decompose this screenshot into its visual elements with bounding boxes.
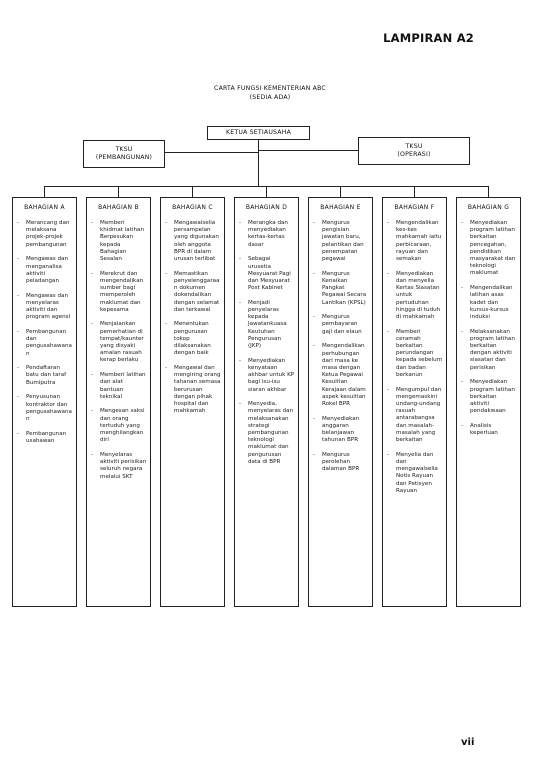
function-item: - Memberi latihan dan alat bantuan teknikal [89, 372, 147, 401]
dept-header-c: BAHAGIAN C [160, 197, 225, 217]
tksu-operasi-line1: TKSU [405, 143, 423, 150]
dept-functions-e [308, 216, 373, 607]
function-item: - Menyedia, menyelaras dan melaksanakan strategi pembangunan teknologi maklumat dan pengurusan data di BPR [237, 401, 295, 466]
function-item: - Menyediakan anggaran belanjawan tahunan BPR [311, 416, 369, 445]
connector-ksu-right [259, 150, 358, 151]
ketua-setiausaha-box [207, 126, 310, 140]
function-item: - Merangka dan menyediakan kertas-kertas dasar [237, 220, 295, 249]
function-item: - Menentukan pengurusan tokop dilaksanakan dengan baik [163, 321, 221, 357]
function-item: - Pendaftaran batu dan taraf Bumiputra [15, 365, 73, 387]
function-item: - Merekrut dan mengendalikan sumber bagi memperoleh maklumat dan kepesama [89, 271, 147, 314]
function-list-b [89, 220, 147, 481]
function-item: - Mengawal dan mengiring orang tahanan semasa berurusan dengan pihak hospital dan mahkamah [163, 365, 221, 415]
function-item: - Mengurus pembayaran gaji dan elaun [311, 314, 369, 336]
connector-drop-a [44, 186, 45, 197]
tksu-operasi-line2: (OPERASI) [397, 151, 431, 158]
function-item: - Mengawas dan menganalisa aktiviti peladangan [15, 256, 73, 285]
function-item: - Memberi khidmat latihan Berpesukan kepada Bahagian Sesalan [89, 220, 147, 263]
tksu-pembangunan-box [83, 140, 165, 168]
function-item: - Menyediakan kenyataan akhbar untuk KP bagi isu-isu siaran akhbar [237, 358, 295, 394]
function-item: - Menyelia dan dan mengawalselia Notis Rayuan dan Petisyen Rayuan [385, 452, 443, 495]
function-item: - Menyediakan program latihan berkaitan pencegahan, pendidikan masyarakat dan teknologi maklumat [459, 220, 517, 278]
page-number: vii [461, 737, 475, 748]
function-item: - Memastikan penyelenggaraan dokumen dokendalikan dengan selamat dan terkawal [163, 271, 221, 314]
function-item: - Melaksanakan program latihan berkaitan dengan aktiviti siasatan dan perisikan [459, 329, 517, 372]
connector-drop-d [266, 186, 267, 197]
function-item: - Memberi ceramah berkaitan perundangan kepada sebelum dan badan berkanun [385, 329, 443, 379]
dept-functions-f [382, 216, 447, 607]
dept-header-a: BAHAGIAN A [12, 197, 77, 217]
function-item: - Mengawas dan menyelaras aktiviti dan program agensi [15, 293, 73, 322]
function-item: - Menyelaras aktiviti perisikan seluruh negara melalui SKT [89, 452, 147, 481]
dept-header-b: BAHAGIAN B [86, 197, 151, 217]
function-item: - Mengawalselia persampelan yang digunakan oleh anggota BPR di dalam urusan terlibat [163, 220, 221, 263]
dept-functions-c [160, 216, 225, 607]
chart-title-line1: CARTA FUNGSI KEMENTERIAN ABC [214, 85, 326, 92]
function-item: - Mengumpul dan mengemaskini undang-undang rasuah antarabangsa dan masalah-masalah yang berkaitan [385, 387, 443, 445]
dept-header-d: BAHAGIAN D [234, 197, 299, 217]
dept-functions-g [456, 216, 521, 607]
function-item: - Mengendalikan latihan asas kadet dan kursus-kursus induksi [459, 285, 517, 321]
tksu-pembangunan-line1: TKSU [115, 146, 133, 153]
tksu-pembangunan-line2: (PEMBANGUNAN) [95, 154, 153, 161]
function-item: - Menyediakan dan menyelia Kertas Siasatan untuk pertuduhan hingga di tuduh di mahkamah [385, 271, 443, 321]
function-item: - Sebagai urusetia Mesyuarat Pagi dan Mesyuarat Post Kabinet [237, 256, 295, 292]
connector-drop-e [340, 186, 341, 197]
function-list-f [385, 220, 443, 495]
connector-ksu-left [165, 152, 258, 153]
function-list-c [163, 220, 221, 415]
function-item: - Mengurus Kenaikan Pangkat Pegawai Secara Lantikan (KPSL) [311, 271, 369, 307]
function-item: - Mengesan saksi dan orang tertuduh yang menghilangkan diri [89, 408, 147, 444]
connector-drop-b [118, 186, 119, 197]
connector-drop-g [488, 186, 489, 197]
connector-drop-f [414, 186, 415, 197]
dept-header-e: BAHAGIAN E [308, 197, 373, 217]
dept-functions-a [12, 216, 77, 607]
function-item: - Mengurus perolehan dalaman BPR [311, 452, 369, 474]
function-item: - Pembangunan dan pengusahawanan [15, 329, 73, 358]
chart-title-line2: (SEDIA ADA) [249, 94, 291, 101]
function-item: - Mengurus pengisian jawatan baru, pelantikan dan penempatan pegawai [311, 220, 369, 263]
function-item: - Menjadi penyelaras kepada Jawatankuasa Keutuhan Pengurusan (JKP) [237, 300, 295, 350]
connector-drop-c [192, 186, 193, 197]
appendix-label: LAMPIRAN A2 [383, 31, 474, 45]
function-list-g [459, 220, 517, 437]
function-item: - Mengendalikan kes-kes mahkamah iaitu perbicaraan, rayuan dan semakan [385, 220, 443, 263]
tksu-operasi-box [358, 137, 470, 165]
function-list-e [311, 220, 369, 474]
function-item: - Analisis keperluan [459, 423, 517, 437]
function-list-d [237, 220, 295, 466]
function-item: - Penyusunan kontraktor dan pengusahawanan [15, 394, 73, 423]
ketua-setiausaha-label: KETUA SETIAUSAHA [225, 129, 292, 136]
function-item: - Mengendalikan perhubungan dari masa ke masa dengan Ketua Pegawai Kesulitan Kerajaan dalam aspek kesulitan Rokel BPR [311, 343, 369, 408]
dept-functions-b [86, 216, 151, 607]
chart-title [0, 84, 540, 102]
dept-functions-d [234, 216, 299, 607]
dept-header-g: BAHAGIAN G [456, 197, 521, 217]
function-list-a [15, 220, 73, 445]
function-item: - Menjalankan pemerhatian di tempat/kaunter yang disyaki amalan rasuah kerap berlaku [89, 321, 147, 364]
function-item: - Menyediakan program latihan berkaitan aktiviti pendakwaan [459, 379, 517, 415]
function-item: - Merancang dan melaksana projek-projek pembangunan [15, 220, 73, 249]
dept-header-f: BAHAGIAN F [382, 197, 447, 217]
function-item: - Pembangunan usahawan [15, 431, 73, 445]
connector-top-vertical [258, 140, 259, 186]
